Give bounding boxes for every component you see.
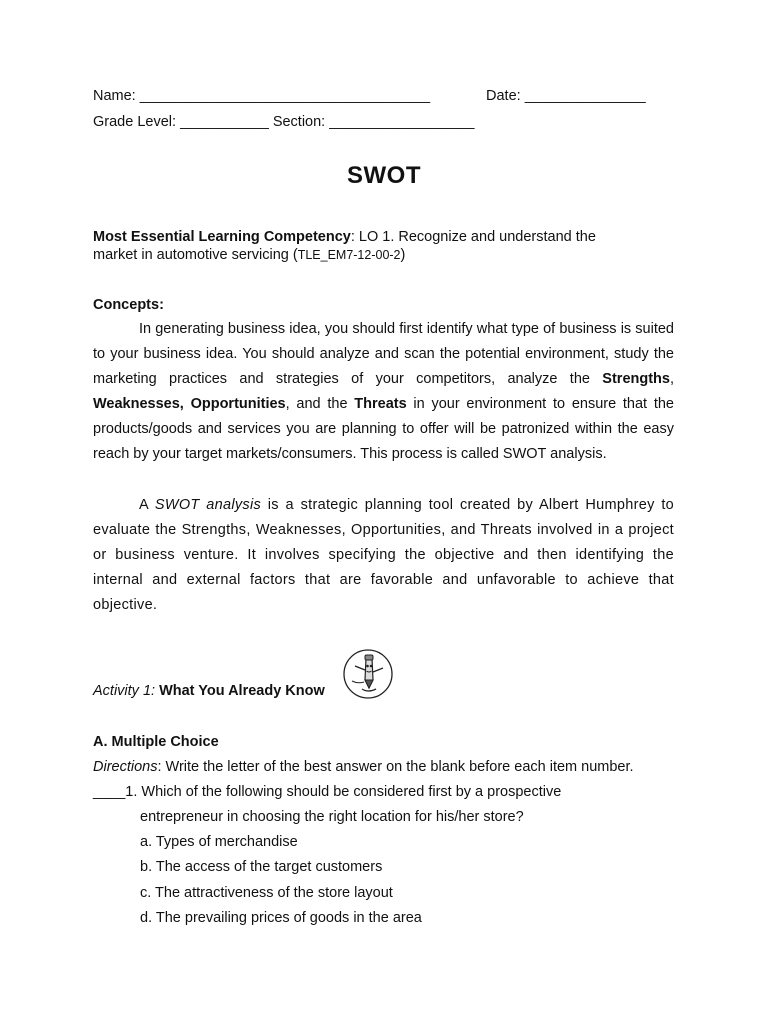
grade-section-line	[93, 114, 474, 130]
directions-line	[93, 759, 634, 775]
name-blank: ____________________________________	[139, 88, 431, 104]
date-label: Date:	[486, 88, 521, 104]
grade-blank: ___________	[180, 114, 269, 130]
page-title: SWOT	[347, 162, 421, 189]
p1-text-b: in your environment to ensure that the products/goods and services you are planning to offer will be patronized within the easy reach by your target markets/consumers. This process is called SWOT analysis.	[93, 396, 674, 462]
strengths-term: Strengths	[602, 371, 670, 387]
p1-and-the: , and the	[285, 396, 355, 412]
competency-close: )	[400, 247, 406, 263]
activity-title: What You Already Know	[159, 683, 325, 699]
competency-text-2: market in automotive servicing (	[93, 247, 298, 263]
date-blank: _______________	[524, 88, 646, 104]
concepts-paragraph-2	[93, 493, 674, 618]
directions-label: Directions	[93, 759, 158, 775]
p1-text-a: In generating business idea, you should first identify what type of business is suited to your business idea. You should analyze and scan the potential environment, study the marketing practices and strategies of your competitors, analyze the	[93, 321, 674, 387]
section-a-heading: A. Multiple Choice	[93, 734, 219, 750]
option-b: b. The access of the target customers	[140, 859, 383, 875]
option-a: a. Types of merchandise	[140, 834, 298, 850]
directions-text: : Write the letter of the best answer on the blank before each item number.	[157, 759, 634, 775]
swot-analysis-term: SWOT analysis	[154, 497, 262, 513]
p1-comma: ,	[669, 371, 674, 387]
activity-heading	[93, 683, 325, 699]
p2-text-a: A	[139, 497, 155, 513]
activity-label: Activity 1:	[93, 683, 156, 699]
section-blank: __________________	[329, 114, 475, 130]
competency-label: Most Essential Learning Competency	[93, 229, 351, 245]
weaknesses-opportunities-term: Weaknesses, Opportunities	[93, 396, 286, 412]
date-line	[486, 88, 646, 104]
question-1-line-1: ____1. Which of the following should be considered first by a prospective	[93, 784, 562, 800]
name-label: Name:	[93, 88, 136, 104]
option-d: d. The prevailing prices of goods in the area	[140, 910, 422, 926]
competency-text-1: : LO 1. Recognize and understand the	[350, 229, 596, 245]
competency-paragraph	[93, 228, 674, 264]
pencil-mascot-icon	[342, 648, 394, 700]
competency-code: TLE_EM7-12-00-2	[297, 248, 401, 262]
name-line	[93, 88, 430, 104]
concepts-paragraph-1	[93, 317, 674, 467]
concepts-heading: Concepts:	[93, 297, 164, 313]
section-label: Section:	[272, 114, 326, 130]
p2-text-b: is a strategic planning tool created by Albert Humphrey to evaluate the Strengths, Weaknesses, Opportunities, and Threats involved in a project or business venture. It involves specifying the objective and then identifying the internal and external factors that are favorable and unfavorable to achieve that objective.	[93, 497, 675, 613]
grade-label: Grade Level:	[93, 114, 177, 130]
threats-term: Threats	[354, 396, 407, 412]
question-1-line-2: entrepreneur in choosing the right location for his/her store?	[140, 809, 524, 825]
option-c: c. The attractiveness of the store layout	[140, 885, 393, 901]
